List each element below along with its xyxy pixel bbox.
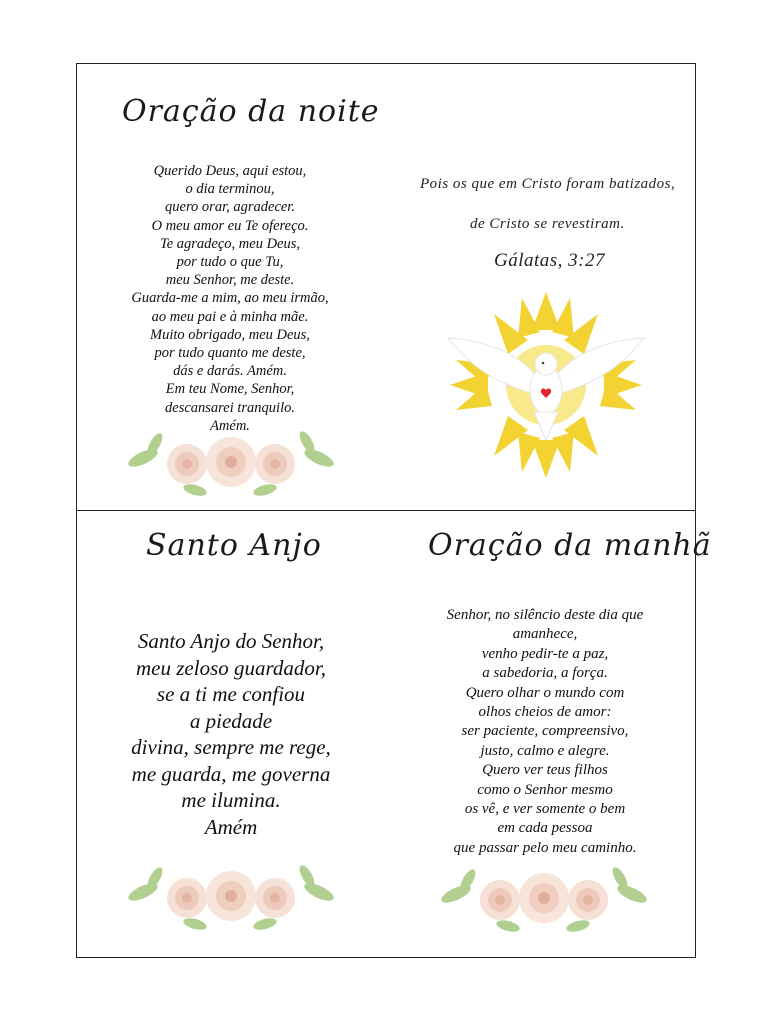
morning-prayer-title: Oração da manhã (428, 528, 712, 563)
rose-garland-icon (438, 864, 650, 936)
verse-line-2: de Cristo se revestiram. (470, 216, 625, 232)
guardian-angel-title: Santo Anjo (146, 528, 322, 563)
morning-prayer-text: Senhor, no silêncio deste dia que amanhece, venho pedir-te a paz, a sabedoria, a força. Quero olhar o mundo com olhos cheios de amor: ser paciente, compreensivo, justo, calmo e alegre. Quero ver teus filhos como o Senhor mesmo os vê, e ver somente o bem em cada pessoa que passar pelo meu caminho. (446, 607, 644, 856)
card-divider (77, 510, 695, 511)
holy-spirit-dove-icon (446, 290, 646, 480)
rose-garland-icon (125, 862, 337, 934)
verse-line-1: Pois os que em Cristo foram batizados, (420, 176, 676, 192)
verse-reference: Gálatas, 3:27 (494, 250, 605, 271)
guardian-angel-text: Santo Anjo do Senhor, meu zeloso guardador, se a ti me confiou a piedade divina, sempre me rege, me guarda, me governa me ilumina. Amém (131, 629, 331, 839)
night-prayer-text: Querido Deus, aqui estou, o dia terminou, quero orar, agradecer. O meu amor eu Te ofereço. Te agradeço, meu Deus, por tudo o que Tu, meu Senhor, me deste. Guarda-me a mim, ao meu irmão, ao meu pai e à minha mãe. Muito obrigado, meu Deus, por tudo quanto me deste, dás e darás. Amém. Em teu Nome, Senhor, descansarei tranquilo. Amém. (131, 163, 329, 434)
rose-garland-icon (125, 428, 337, 500)
night-prayer-title: Oração da noite (122, 94, 380, 129)
